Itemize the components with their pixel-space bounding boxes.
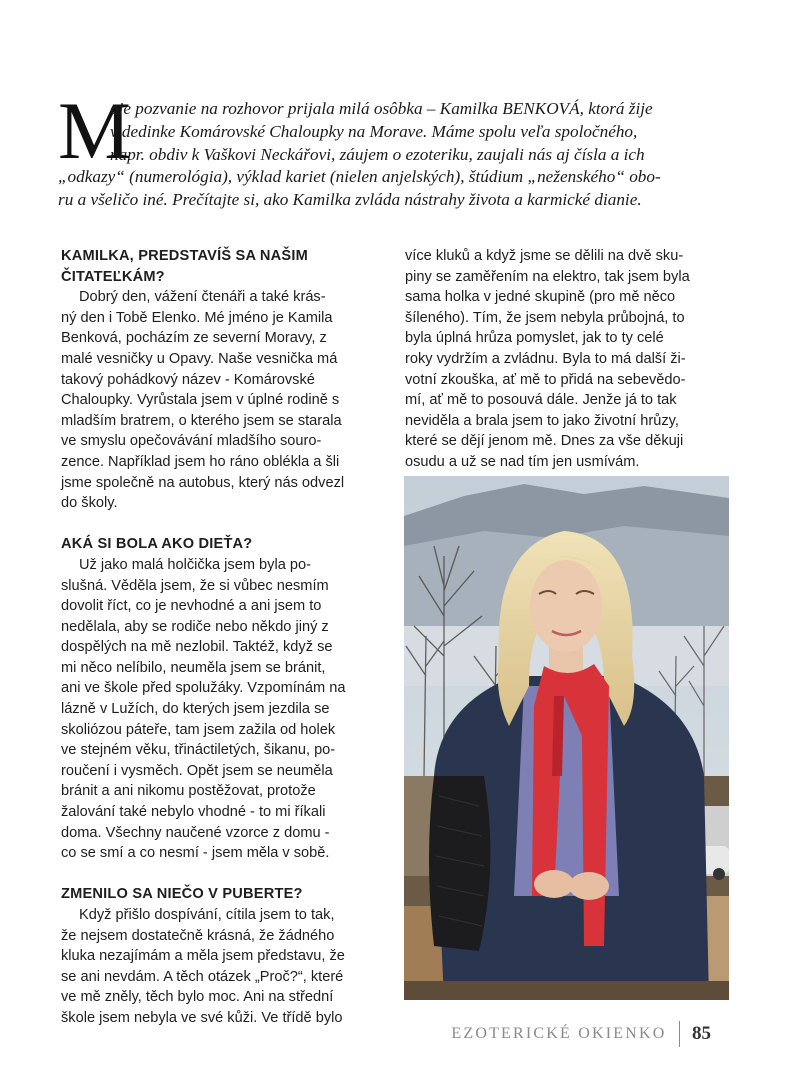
body-line: Když přišlo dospívání, cítila jsem to tak, <box>79 907 335 923</box>
section-heading: ZMENILO SA NIEČO V PUBERTE? <box>61 886 303 903</box>
body-line: takový pohádkový název - Komárovské <box>61 371 315 388</box>
body-line: ve stejném věku, třináctiletých, šikanu, po- <box>61 742 336 759</box>
left-column <box>61 246 383 1029</box>
body-line: že nejsem dostatečně krásná, že žádného <box>61 927 335 944</box>
intro-paragraph <box>58 85 730 212</box>
body-line: více kluků a když jsme se dělili na dvě sku- <box>405 248 684 264</box>
drop-cap: M <box>58 85 131 176</box>
right-column <box>405 246 730 473</box>
intro-line: „odkazy“ (numerológia), výklad kariet (nielen anjelských), štúdium „neženského“ obo- <box>58 167 661 187</box>
intro-line: v dedinke Komárovské Chaloupky na Morave. Máme spolu veľa spoločného, <box>110 121 638 141</box>
body-line: jsme společně na autobus, který nás odvezl <box>61 474 345 491</box>
body-line: co se smí a co nesmí - jsem měla v sobě. <box>61 845 330 862</box>
section-name: EZOTERICKÉ OKIENKO <box>451 1025 667 1042</box>
body-line: Chaloupky. Vyrůstala jsem v úplné rodině s <box>61 392 340 409</box>
body-line: piny se zaměřením na elektro, tak jsem byla <box>405 268 690 285</box>
body-line: zence. Například jsem ho ráno oblékla a šli <box>61 453 340 470</box>
body-line: Dobrý den, vážení čtenáři a také krás- <box>79 289 326 306</box>
body-line: dospělých na mě nezlobil. Taktéž, když se <box>61 639 333 656</box>
page-number: 85 <box>692 1023 711 1044</box>
body-line: mladším bratrem, o kterého jsem se starala <box>61 412 342 429</box>
body-line: se ani nevdám. A těch otázek „Proč?“, které <box>61 968 344 985</box>
intro-line: napr. obdiv k Vaškovi Neckářovi, záujem o ezoteriku, zaujali nás aj čísla a ich <box>110 144 645 164</box>
body-line: šíleného). Tím, že jsem nebyla průbojná, to <box>405 309 685 326</box>
body-line: roučení i vysměch. Opět jsem se neuměla <box>61 762 333 779</box>
section-heading: KAMILKA, PREDSTAVÍŠ SA NAŠIM <box>61 248 308 264</box>
body-line: které se dějí jenom mě. Dnes za vše děkuji <box>405 433 684 450</box>
body-line: žalování také nebylo vhodné - to mi říkali <box>61 804 326 821</box>
body-line: škole jsem nebyla ve své kůži. Ve třídě bylo <box>61 1009 343 1026</box>
body-line: ani ve škole před spolužáky. Vzpomínám na <box>61 680 346 697</box>
body-line: votní zkouška, ať mě to přidá na sebevědo- <box>405 371 686 388</box>
body-line: kluka nezajímám a měla jsem představu, že <box>61 948 345 965</box>
section-heading: AKÁ SI BOLA AKO DIEŤA? <box>61 536 253 553</box>
body-line: ve mě zněly, těch bylo moc. Ani na střední <box>61 989 334 1006</box>
footer-divider <box>679 1021 681 1047</box>
intro-line: ru a všeličo iné. Prečítajte si, ako Kamilka zvláda nástrahy života a karmické dianie. <box>58 190 642 210</box>
body-line: slušná. Věděla jsem, že si vůbec nesmím <box>61 577 329 594</box>
body-line: ve smyslu opečovávání mladšího souro- <box>61 433 322 450</box>
body-line: bránit a ani nikomu postěžovat, protože <box>61 783 316 800</box>
body-line: neviděla a brala jsem to jako životní hrůzy, <box>405 412 679 429</box>
body-line: malé vesničky u Opavy. Naše vesnička má <box>61 350 338 367</box>
body-line: osudu a už se nad tím jen usmívám. <box>405 453 640 470</box>
portrait-photo <box>404 476 729 1000</box>
page-footer <box>451 1021 711 1047</box>
body-line: roky vydržím a zvládnu. Byla to má další ži- <box>405 350 686 367</box>
body-line: Už jako malá holčička jsem byla po- <box>79 556 311 573</box>
body-line: mí, ať mě to posouvá dále. Jenže já to tak <box>405 392 677 409</box>
body-line: ný den i Tobě Elenko. Mé jméno je Kamila <box>61 309 333 326</box>
body-line: Benková, pocházím ze severní Moravy, z <box>61 330 327 347</box>
body-line: do školy. <box>61 495 118 512</box>
section-heading: ČITATEĽKÁM? <box>61 268 165 285</box>
body-line: nedělala, aby se rodiče nebo někdo jiný z <box>61 618 329 635</box>
body-line: doma. Všechny naučené vzorce z domu - <box>61 824 330 841</box>
body-line: byla úplná hrůza pomyslet, jak to ty celé <box>405 330 664 347</box>
body-line: mi něco nelíbilo, neuměla jsem se bránit, <box>61 659 326 676</box>
body-line: sama holka v jedné skupině (pro mě něco <box>405 289 676 306</box>
intro-line: oje pozvanie na rozhovor prijala milá osôbka – Kamilka BENKOVÁ, ktorá žije <box>110 99 653 118</box>
body-line: dovolit říct, co je nevhodné a ani jsem to <box>61 598 322 615</box>
body-line: lázně v Lužích, do kterých jsem jezdila se <box>61 701 330 718</box>
body-line: skoliózou páteře, tam jsem zažila od holek <box>61 721 336 738</box>
